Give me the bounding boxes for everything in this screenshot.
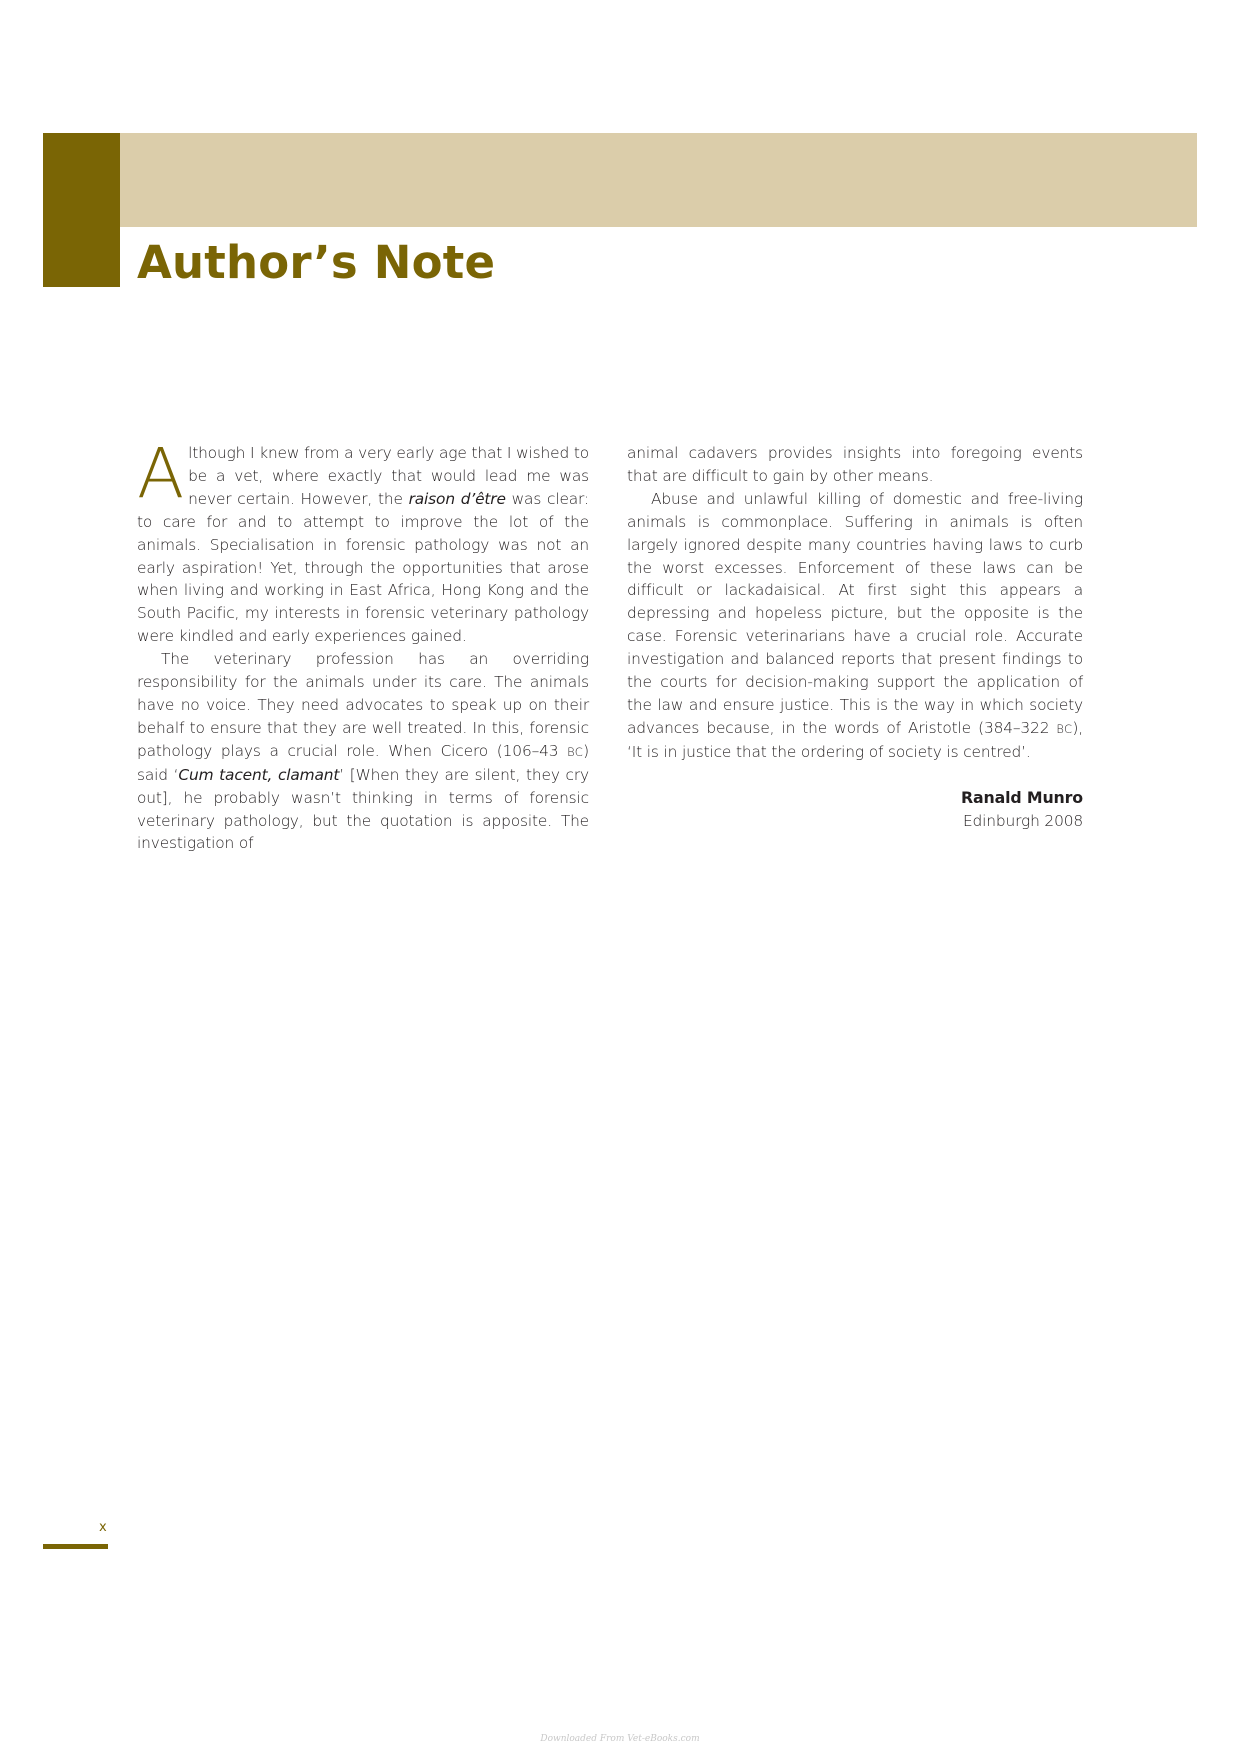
paragraph-1-text-a: lthough I knew from a very early age that I wished to be a vet, where exactly that would lead me was never certain. However, the: [188, 444, 589, 508]
paragraph-1-text-b: was clear: to care for and to attempt to improve the lot of the animals. Specialisation in forensic pathology was not an early aspiration! Yet, through the opportunities that arose when living and working in East Africa, Hong Kong and the South Pacific, my interests in forensic veterinary pathology were kindled and early experiences gained.: [137, 489, 589, 646]
paragraph-1: [137, 434, 589, 648]
header-band: [120, 133, 1197, 227]
paragraph-2-italic: Cum tacent, clamant: [178, 765, 340, 784]
page-number: x: [99, 1520, 107, 1535]
text-column-right: [627, 442, 1083, 833]
author-name: Ranald Munro: [960, 787, 1083, 807]
paragraph-2-text-a: The veterinary profession has an overriding responsibility for the animals under its care. The animals have no voice. They need advocates to speak up on their behalf to ensure that they are well treated. In this, forensic pathology plays a crucial role. When Cicero (106–43: [137, 650, 589, 760]
signature-block: [627, 787, 1083, 833]
paragraph-1-italic: raison d’être: [408, 489, 506, 508]
paragraph-3: [627, 488, 1083, 764]
paragraph-2-text-c: ’ [When they are silent, they cry out], he probably wasn’t thinking in terms of forensic veterinary pathology, but the quotation is apposite. The investigation of: [137, 765, 589, 853]
author-place-date: Edinburgh 2008: [962, 811, 1083, 830]
drop-cap: A: [137, 434, 185, 514]
paragraph-2: [137, 648, 589, 855]
paragraph-2-continued: animal cadavers provides insights into foregoing events that are difficult to gain by other means.: [627, 444, 1083, 485]
paragraph-3-text-b: ), ‘It is in justice that the ordering of society is centred’.: [627, 718, 1083, 761]
text-column-left: [137, 434, 589, 855]
paragraph-3-era: BC: [1056, 721, 1073, 736]
watermark: Downloaded From Vet-eBooks.com: [540, 1734, 700, 1744]
paragraph-2-era: BC: [567, 744, 584, 759]
page-title: Author’s Note: [137, 236, 496, 289]
header-accent-block: [43, 133, 120, 287]
paragraph-2-text-b: ) said ‘: [137, 741, 589, 784]
paragraph-3-text-a: Abuse and unlawful killing of domestic and free-living animals is commonplace. Suffering in animals is often largely ignored despite many countries having laws to curb the worst excesses. Enforcement of these laws can be difficult or lackadaisical. At first sight this appears a depressing and hopeless picture, but the opposite is the case. Forensic veterinarians have a crucial role. Accurate investigation and balanced reports that present findings to the courts for decision-making support the application of the law and ensure justice. This is the way in which society advances because, in the words of Aristotle (384–322: [627, 489, 1083, 737]
page-number-rule: [43, 1544, 108, 1549]
